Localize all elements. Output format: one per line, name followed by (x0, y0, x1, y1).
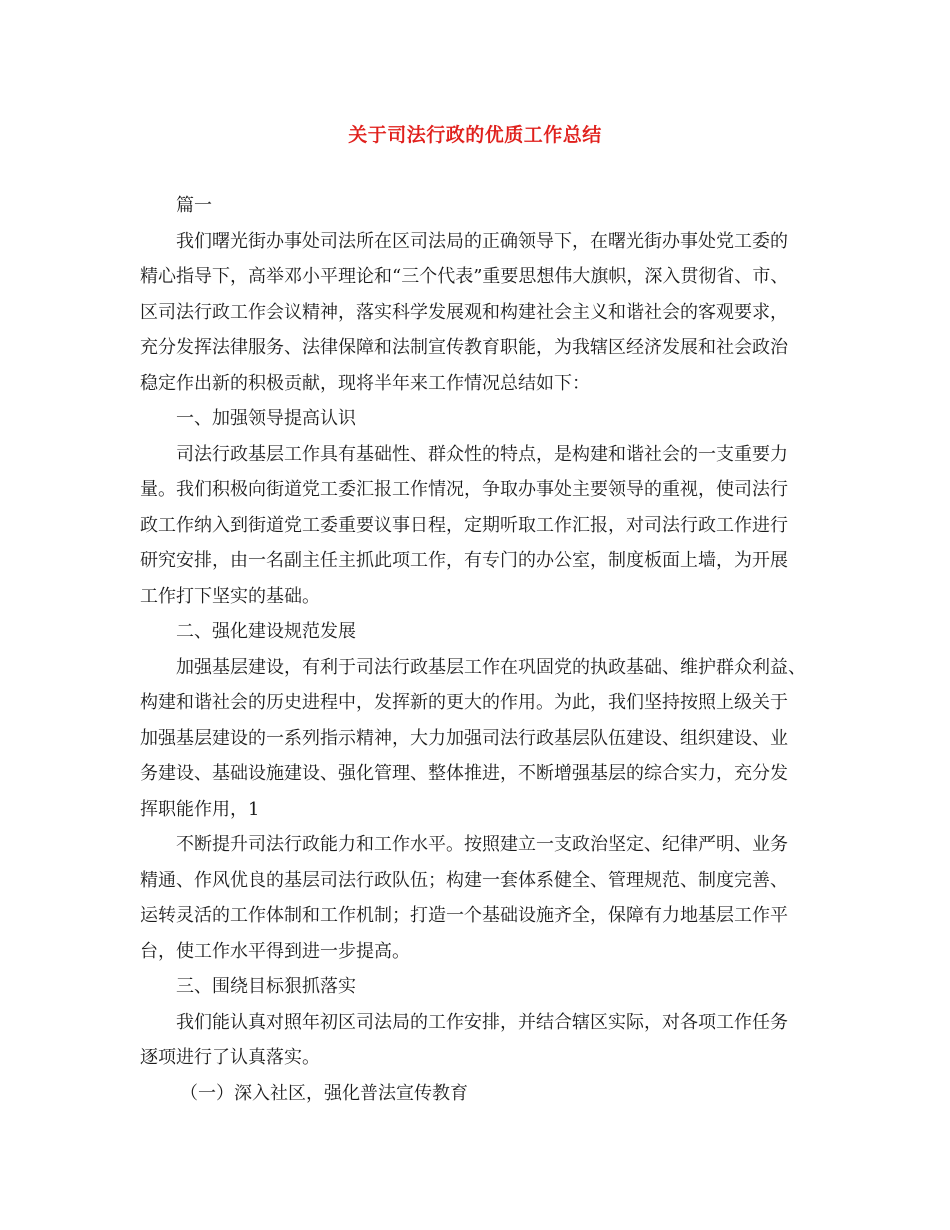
body-line: 挥职能作用，1 (140, 798, 260, 820)
body-line: 量。我们积极向街道党工委汇报工作情况，争取办事处主要领导的重视，使司法行 (140, 479, 788, 500)
body-line: 司法行政基层工作具有基础性、群众性的特点，是构建和谐社会的一支重要力 (176, 443, 788, 465)
body-line: 充分发挥法律服务、法律保障和法制宣传教育职能，为我辖区经济发展和社会政治 (140, 337, 788, 358)
body-line: 务建设、基础设施建设、强化管理、整体推进，不断增强基层的综合实力，充分发 (140, 763, 788, 784)
body-line: 精通、作风优良的基层司法行政队伍；构建一套体系健全、管理规范、制度完善、 (140, 869, 788, 891)
body-line: 我们曙光街办事处司法所在区司法局的正确领导下，在曙光街办事处党工委的 (176, 230, 788, 252)
body-line: 构建和谐社会的历史进程中，发挥新的更大的作用。为此，我们坚持按照上级关于 (140, 692, 788, 713)
body-line: 三、围绕目标狠抓落实 (176, 976, 356, 997)
body-line: 逐项进行了认真落实。 (140, 1047, 320, 1068)
body-line: 台，使工作水平得到进一步提高。 (140, 940, 410, 962)
body-line: 一、加强领导提高认识 (176, 408, 356, 429)
body-line: 工作打下坚实的基础。 (140, 585, 320, 607)
body-line: 我们能认真对照年初区司法局的工作安排，并结合辖区实际，对各项工作任务 (176, 1011, 788, 1033)
body-line: 加强基层建设的一系列指示精神，大力加强司法行政基层队伍建设、组织建设、业 (140, 727, 788, 749)
body-line: 稳定作出新的积极贡献，现将半年来工作情况总结如下： (140, 372, 590, 394)
body-line: 政工作纳入到街道党工委重要议事日程，定期听取工作汇报，对司法行政工作进行 (140, 514, 788, 536)
body-line: 研究安排，由一名副主任主抓此项工作，有专门的办公室，制度板面上墙，为开展 (140, 550, 788, 571)
body-line: 二、强化建设规范发展 (176, 621, 356, 642)
body-line: （一）深入社区，强化普法宣传教育 (180, 1082, 468, 1104)
body-line: 加强基层建设，有利于司法行政基层工作在巩固党的执政基础、维护群众利益、 (176, 656, 806, 678)
body-line: 不断提升司法行政能力和工作水平。按照建立一支政治坚定、纪律严明、业务 (176, 834, 788, 855)
body-line: 篇一 (176, 195, 212, 216)
body-line: 区司法行政工作会议精神，落实科学发展观和构建社会主义和谐社会的客观要求， (140, 301, 788, 323)
document-title: 关于司法行政的优质工作总结 (348, 124, 602, 146)
document-body (140, 188, 820, 1111)
body-line: 运转灵活的工作体制和工作机制；打造一个基础设施齐全，保障有力地基层工作平 (140, 905, 788, 926)
body-line: 精心指导下，高举邓小平理论和“三个代表”重要思想伟大旗帜，深入贯彻省、市、 (140, 266, 789, 287)
